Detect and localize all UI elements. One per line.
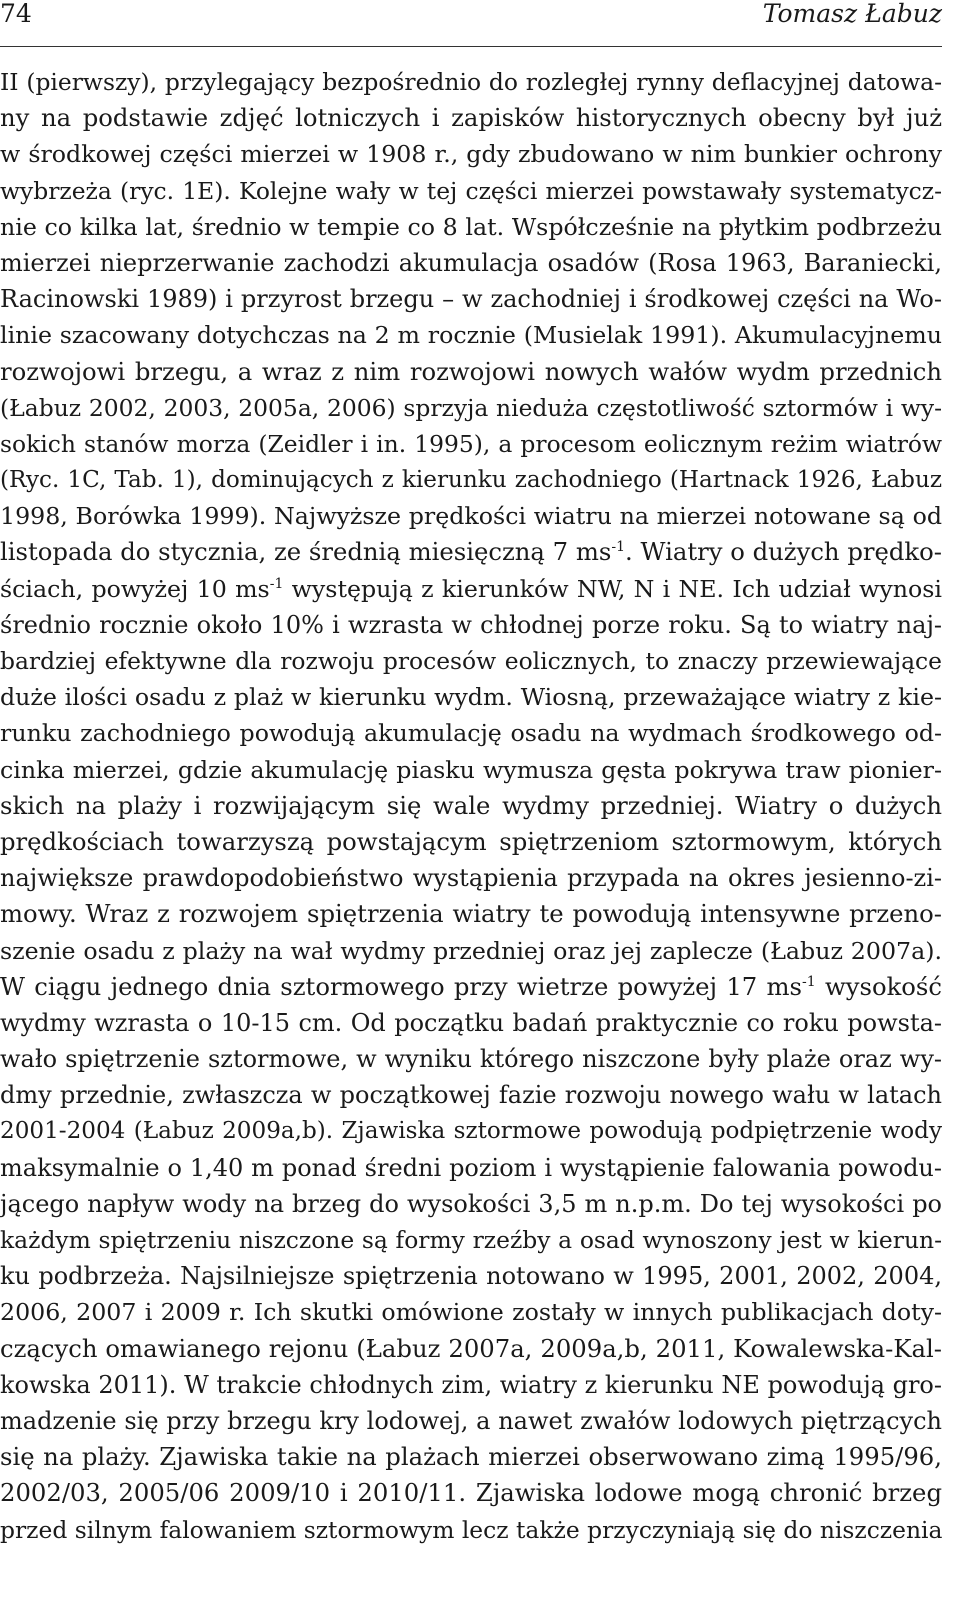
text-segment: Racinowski 1989) i przyrost brzegu – w zachodniej i środkowej części na Wo-: [0, 285, 942, 314]
text-line: [0, 426, 942, 462]
text-segment: 2006, 2007 i 2009 r. Ich skutki omówione zostały w innych publikacjach doty-: [0, 1298, 942, 1327]
text-segment: wybrzeża (ryc. 1E). Kolejne wały w tej części mierzei powstawały systematycz-: [0, 176, 942, 205]
superscript: -1: [269, 575, 284, 592]
text-line: [0, 752, 942, 788]
text-segment: madzenie się przy brzegu kry lodowej, a nawet zwałów lodowych piętrzących: [0, 1406, 942, 1435]
text-segment: czących omawianego rejonu (Łabuz 2007a, 2009a,b, 2011, Kowalewska-Kal-: [0, 1333, 942, 1363]
text-segment: W ciągu jednego dnia sztormowego przy wietrze powyżej 17 ms: [0, 971, 803, 1001]
page-number: 74: [0, 0, 32, 28]
text-line: [0, 679, 942, 715]
text-line: [0, 824, 942, 860]
text-line: [0, 969, 942, 1005]
text-segment: wało spiętrzenie sztormowe, w wyniku którego niszczone były plaże oraz wy-: [0, 1045, 942, 1074]
text-line: [0, 933, 942, 969]
text-line: [0, 1258, 942, 1294]
body-text: [0, 64, 942, 1548]
text-line: [0, 1439, 942, 1475]
text-segment: linie szacowany dotychczas na 2 m rocznie (Musielak 1991). Akumulacyjnemu: [0, 321, 942, 350]
text-line: [0, 1367, 942, 1403]
text-segment: szenie osadu z plaży na wał wydmy przedniej oraz jej zaplecze (Łabuz 2007a).: [0, 936, 942, 965]
text-segment: każdym spiętrzeniu niszczone są formy rzeźby a osad wynoszony jest w kierun-: [0, 1226, 942, 1254]
superscript: -1: [611, 539, 626, 556]
running-header-author: Tomasz Łabuz: [762, 0, 942, 28]
text-line: [0, 860, 942, 896]
text-segment: 2001-2004 (Łabuz 2009a,b). Zjawiska sztormowe powodują podpiętrzenie wody: [0, 1118, 942, 1145]
text-segment: runku zachodniego powodują akumulację osadu na wydmach środkowego od-: [0, 719, 942, 748]
text-segment: średnio rocznie około 10% i wzrasta w chłodnej porze roku. Są to wiatry naj-: [0, 610, 942, 639]
text-segment: (Łabuz 2002, 2003, 2005a, 2006) sprzyja nieduża częstotliwość sztormów i wy-: [0, 393, 942, 422]
text-segment: 2002/03, 2005/06 2009/10 i 2010/11. Zjawiska lodowe mogą chronić brzeg: [0, 1478, 942, 1508]
text-line: [0, 354, 942, 390]
text-segment: kowska 2011). W trakcie chłodnych zim, wiatry z kierunku NE powodują gro-: [0, 1370, 942, 1399]
text-segment: . Wiatry o dużych prędko-: [625, 537, 942, 567]
text-line: [0, 1512, 942, 1548]
text-segment: mowy. Wraz z rozwojem spiętrzenia wiatry te powodują intensywne przeno-: [0, 899, 942, 929]
text-line: [0, 896, 942, 932]
text-segment: największe prawdopodobieństwo wystąpienia przypada na okres jesienno-zi-: [0, 864, 942, 893]
text-line: [0, 245, 942, 281]
text-line: [0, 1475, 942, 1511]
text-segment: duże ilości osadu z plaż w kierunku wydm. Wiosną, przeważające wiatry z kie-: [0, 683, 942, 712]
text-segment: bardziej efektywne dla rozwoju procesów eolicznych, to znaczy przewiewające: [0, 647, 942, 675]
text-line: [0, 1403, 942, 1439]
text-line: [0, 788, 942, 824]
text-segment: cinka mierzei, gdzie akumulację piasku wymusza gęsta pokrywa traw pionier-: [0, 755, 942, 784]
text-line: [0, 64, 942, 100]
text-segment: się na plaży. Zjawiska takie na plażach mierzei obserwowano zimą 1995/96,: [0, 1442, 942, 1472]
text-segment: w środkowej części mierzei w 1908 r., gdy zbudowano w nim bunkier ochrony: [0, 140, 942, 169]
text-line: [0, 1005, 942, 1041]
text-segment: ściach, powyżej 10 ms: [0, 574, 270, 603]
text-line: [0, 534, 942, 570]
text-line: [0, 1294, 942, 1330]
text-segment: prędkościach towarzyszą powstającym spiętrzeniom sztormowym, których: [0, 826, 942, 856]
text-segment: występują z kierunków NW, N i NE. Ich udział wynosi: [283, 574, 942, 603]
text-line: [0, 498, 942, 534]
text-line: [0, 1113, 942, 1149]
text-line: [0, 100, 942, 136]
text-segment: wysokość: [815, 971, 942, 1001]
text-line: [0, 317, 942, 353]
text-line: [0, 643, 942, 679]
text-line: [0, 607, 942, 643]
text-segment: skich na plaży i rozwijającym się wale wydmy przedniej. Wiatry o dużych: [0, 790, 942, 820]
text-segment: nie co kilka lat, średnio w tempie co 8 lat. Współcześnie na płytkim podbrzeżu: [0, 212, 942, 241]
text-segment: II (pierwszy), przylegający bezpośrednio do rozległej rynny deflacyjnej datowa-: [0, 68, 942, 96]
text-line: [0, 209, 942, 245]
text-line: [0, 173, 942, 209]
text-line: [0, 1150, 942, 1186]
page-header: [0, 0, 942, 47]
text-line: [0, 715, 942, 751]
text-segment: ny na podstawie zdjęć lotniczych i zapisków historycznych obecny był już: [0, 103, 942, 133]
superscript: -1: [802, 973, 816, 990]
text-line: [0, 281, 942, 317]
text-segment: rozwojowi brzegu, a wraz z nim rozwojowi nowych wałów wydm przednich: [0, 356, 942, 386]
text-segment: maksymalnie o 1,40 m ponad średni poziom i wystąpienie falowania powodu-: [0, 1153, 942, 1182]
text-segment: wydmy wzrasta o 10-15 cm. Od początku badań praktycznie co roku powsta-: [0, 1008, 942, 1037]
text-segment: ku podbrzeża. Najsilniejsze spiętrzenia notowano w 1995, 2001, 2002, 2004,: [0, 1262, 942, 1291]
text-line: [0, 571, 942, 607]
text-segment: 1998, Borówka 1999). Najwyższe prędkości wiatru na mierzei notowane są od: [0, 502, 942, 531]
text-line: [0, 1186, 942, 1222]
text-segment: dmy przednie, zwłaszcza w początkowej fazie rozwoju nowego wału w latach: [0, 1081, 942, 1110]
text-segment: przed silnym falowaniem sztormowym lecz także przyczyniają się do niszczenia: [0, 1515, 943, 1544]
text-line: [0, 1331, 942, 1367]
text-line: [0, 1041, 942, 1077]
text-line: [0, 462, 942, 498]
text-line: [0, 1077, 942, 1113]
text-line: [0, 136, 942, 172]
text-segment: sokich stanów morza (Zeidler i in. 1995), a procesom eolicznym reżim wiatrów: [0, 429, 942, 458]
text-line: [0, 1222, 942, 1258]
text-segment: (Ryc. 1C, Tab. 1), dominujących z kierunku zachodniego (Hartnack 1926, Łabuz: [0, 467, 942, 494]
text-segment: listopada do stycznia, ze średnią miesięczną 7 ms: [0, 537, 612, 567]
text-line: [0, 390, 942, 426]
text-segment: jącego napływ wody na brzeg do wysokości 3,5 m n.p.m. Do tej wysokości po: [0, 1189, 942, 1218]
text-segment: mierzei nieprzerwanie zachodzi akumulacja osadów (Rosa 1963, Baraniecki,: [0, 248, 942, 277]
